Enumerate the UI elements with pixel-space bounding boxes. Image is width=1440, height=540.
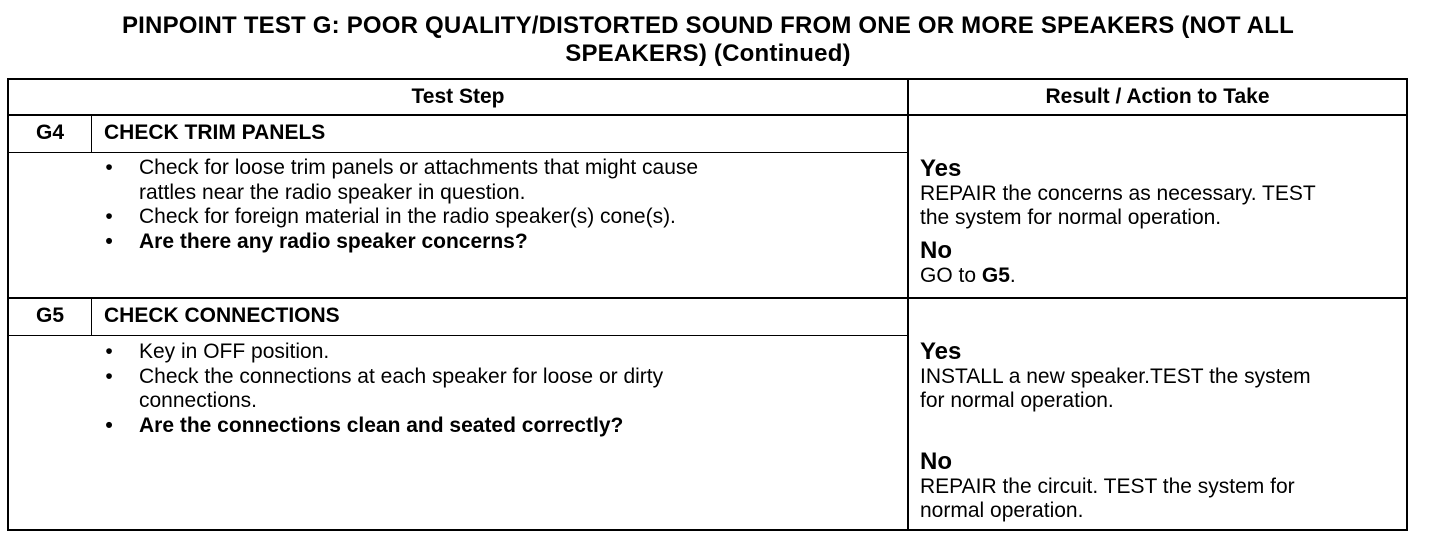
bullet-icon: • [105, 229, 113, 253]
step-id-divider-g4 [91, 116, 92, 153]
bullet-icon: • [105, 364, 113, 388]
bullet-text: Check for loose trim panels or attachments that might cause rattles near the radio speaker in question. [139, 156, 699, 204]
no-action-prefix: GO to [920, 264, 982, 287]
yes-action-g5: INSTALL a new speaker.TEST the system for normal operation. [920, 365, 1311, 412]
result-g5 [920, 339, 1404, 523]
bullet-text: Check for foreign material in the radio speaker(s) cone(s). [139, 205, 676, 228]
step-id-g4: G4 [35, 121, 64, 144]
yes-label-g5: Yes [920, 338, 962, 365]
list-item-question [103, 414, 903, 439]
title-line-2: SPEAKERS) (Continued) [565, 40, 851, 67]
bullet-icon: • [105, 205, 113, 228]
bullet-icon: • [105, 340, 113, 363]
yes-label-g4: Yes [920, 155, 962, 182]
result-g4 [920, 156, 1404, 288]
step-bullets-g4 [103, 156, 903, 254]
pinpoint-table [7, 78, 1408, 531]
bullet-text: Key in OFF position. [139, 340, 330, 363]
no-action-g5: REPAIR the circuit. TEST the system for normal operation. [920, 475, 1295, 522]
step-title-g5: CHECK CONNECTIONS [104, 304, 340, 327]
step-id-g5: G5 [35, 304, 64, 327]
g4-title-divider [9, 152, 907, 153]
list-item [103, 365, 903, 414]
list-item [103, 340, 903, 365]
header-divider [9, 114, 1406, 116]
title-line-1: PINPOINT TEST G: POOR QUALITY/DISTORTED SOUND FROM ONE OR MORE SPEAKERS (NOT ALL [121, 12, 1295, 39]
step-bullets-g5 [103, 340, 903, 438]
no-action-suffix: . [1009, 264, 1016, 287]
yes-action-g4: REPAIR the concerns as necessary. TEST the system for normal operation. [920, 182, 1316, 229]
no-action-step-ref: G5 [981, 264, 1010, 287]
no-label-g5: No [920, 448, 952, 475]
list-item [103, 205, 903, 230]
question-text: Are there any radio speaker concerns? [139, 229, 528, 253]
header-result-action: Result / Action to Take [1045, 85, 1270, 108]
question-text: Are the connections clean and seated correctly? [139, 413, 624, 437]
no-action-g4 [920, 264, 1404, 288]
bullet-text: Check the connections at each speaker for loose or dirty connections. [139, 364, 664, 412]
bullet-icon: • [105, 413, 113, 437]
list-item [103, 156, 903, 205]
g4-g5-divider [9, 297, 1406, 299]
bullet-icon: • [105, 156, 113, 179]
step-title-g4: CHECK TRIM PANELS [104, 121, 326, 144]
list-item-question [103, 230, 903, 255]
g5-title-divider [9, 335, 907, 336]
no-label-g4: No [920, 237, 952, 264]
step-id-divider-g5 [91, 299, 92, 336]
header-test-step: Test Step [411, 85, 505, 108]
column-divider [907, 80, 909, 529]
page-title [0, 12, 1416, 68]
